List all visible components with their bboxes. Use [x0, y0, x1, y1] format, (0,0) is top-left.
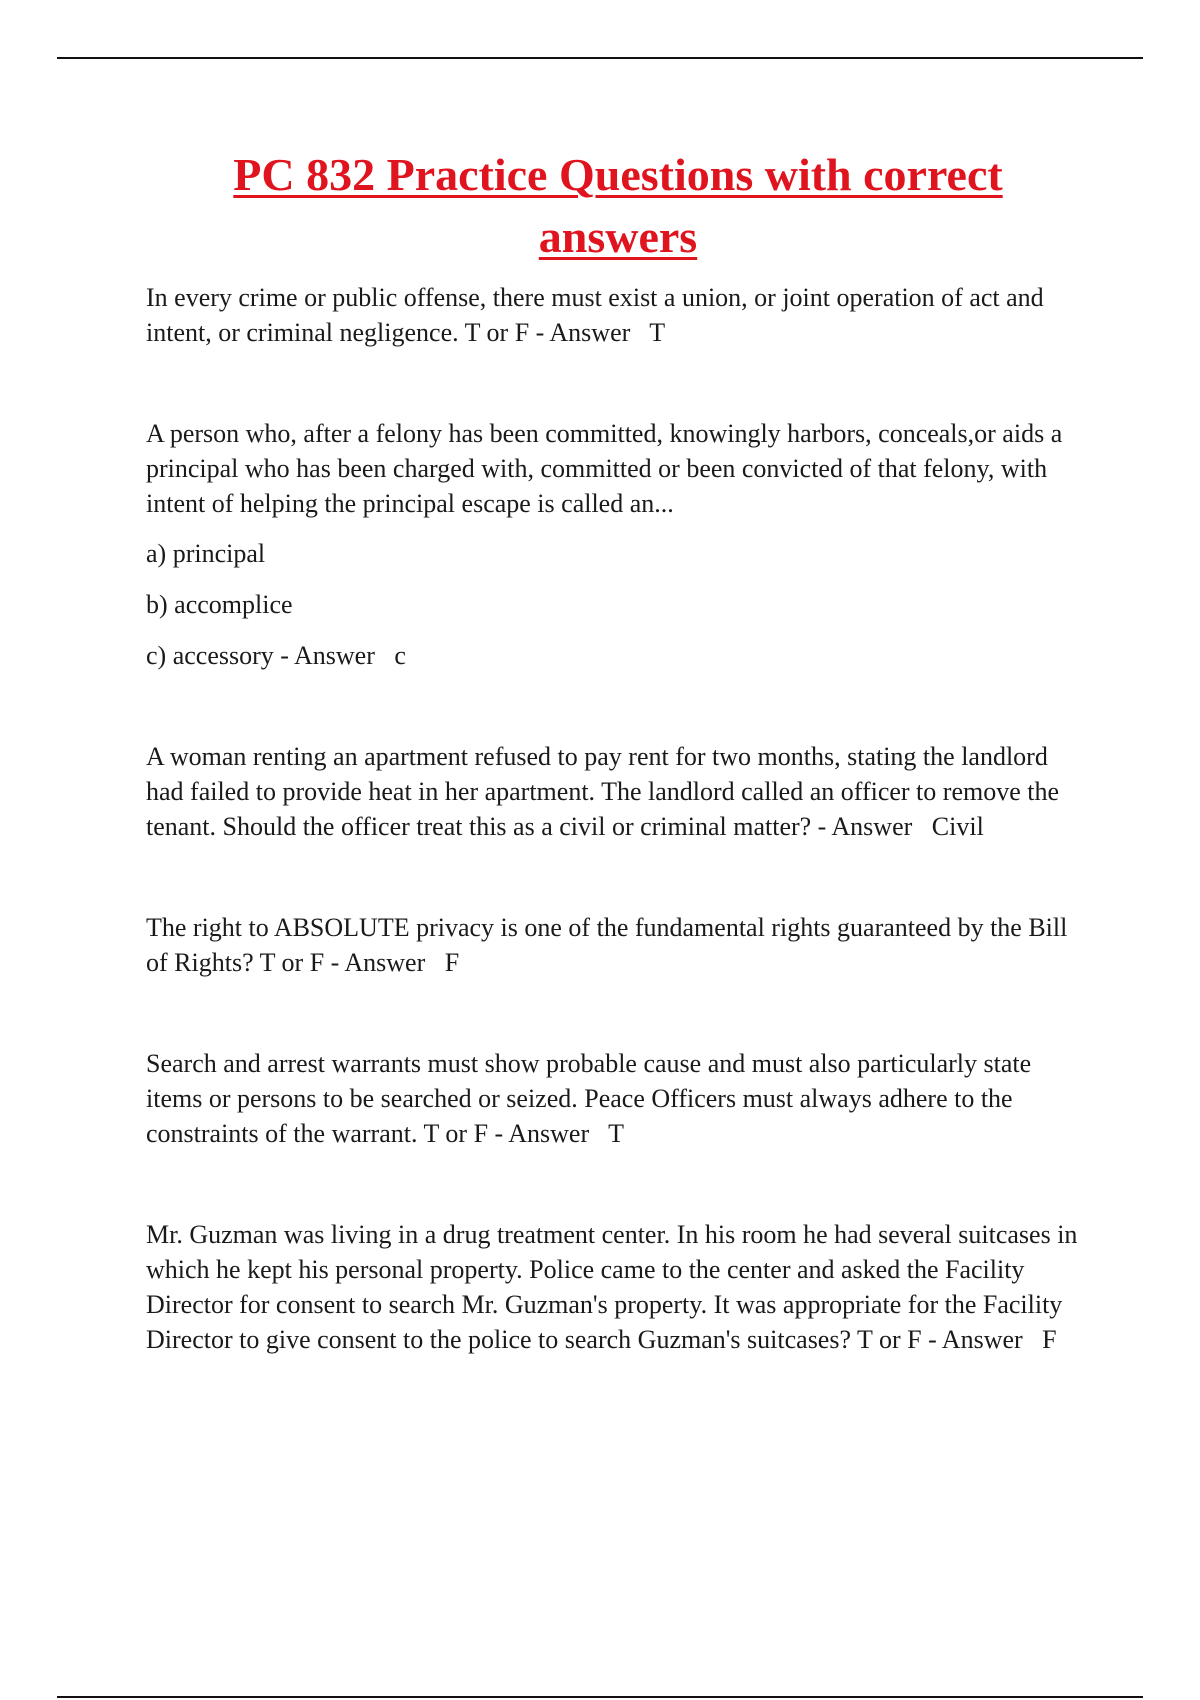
question-1-answer: T: [649, 318, 666, 347]
question-6: [146, 1217, 1086, 1357]
question-4-answer: F: [444, 948, 460, 977]
question-1-text: In every crime or public offense, there must exist a union, or joint operation of act and intent, or criminal negligence. T or F - Answer: [146, 283, 1044, 347]
question-2-option-c-text: c) accessory - Answer: [146, 641, 375, 670]
question-4-text: The right to ABSOLUTE privacy is one of the fundamental rights guaranteed by the Bill of Rights? T or F - Answer: [146, 913, 1068, 977]
top-rule: [57, 57, 1143, 59]
question-3-text: A woman renting an apartment refused to pay rent for two months, stating the landlord had failed to provide heat in her apartment. The landlord called an officer to remove the tenant. Should the officer treat this as a civil or criminal matter? - Answer: [146, 742, 1060, 841]
question-5-text: Search and arrest warrants must show probable cause and must also particularly state items or persons to be searched or seized. Peace Officers must always adhere to the constraints of the warrant. T or F - Answer: [146, 1049, 1032, 1148]
question-2: [146, 416, 1086, 673]
question-2-option-b: b) accomplice: [146, 590, 293, 619]
question-3: [146, 739, 1086, 844]
question-6-answer: F: [1042, 1325, 1057, 1354]
bottom-rule: [57, 1696, 1143, 1698]
question-5-answer: T: [608, 1119, 625, 1148]
question-2-text: A person who, after a felony has been committed, knowingly harbors, conceals,or aids a principal who has been charged with, committed or been convicted of that felony, with intent of helping the principal escape is called an...: [146, 419, 1063, 518]
question-1: [146, 280, 1086, 350]
question-6-text: Mr. Guzman was living in a drug treatment center. In his room he had several suitcases in which he kept his personal property. Police came to the center and asked the Facility Director for consent to search Mr. Guzman's property. It was appropriate for the Facility Director to give consent to the police to search Guzman's suitcases? T or F - Answer: [146, 1220, 1078, 1354]
page-title: PC 832 Practice Questions with correct answers: [233, 149, 1003, 262]
question-4: [146, 910, 1086, 980]
question-2-answer: c: [394, 641, 406, 670]
question-3-answer: Civil: [931, 812, 984, 841]
question-2-option-c: [146, 638, 1086, 673]
document-body: [146, 280, 1086, 1357]
question-2-option-a: a) principal: [146, 539, 266, 568]
question-5: [146, 1046, 1086, 1151]
